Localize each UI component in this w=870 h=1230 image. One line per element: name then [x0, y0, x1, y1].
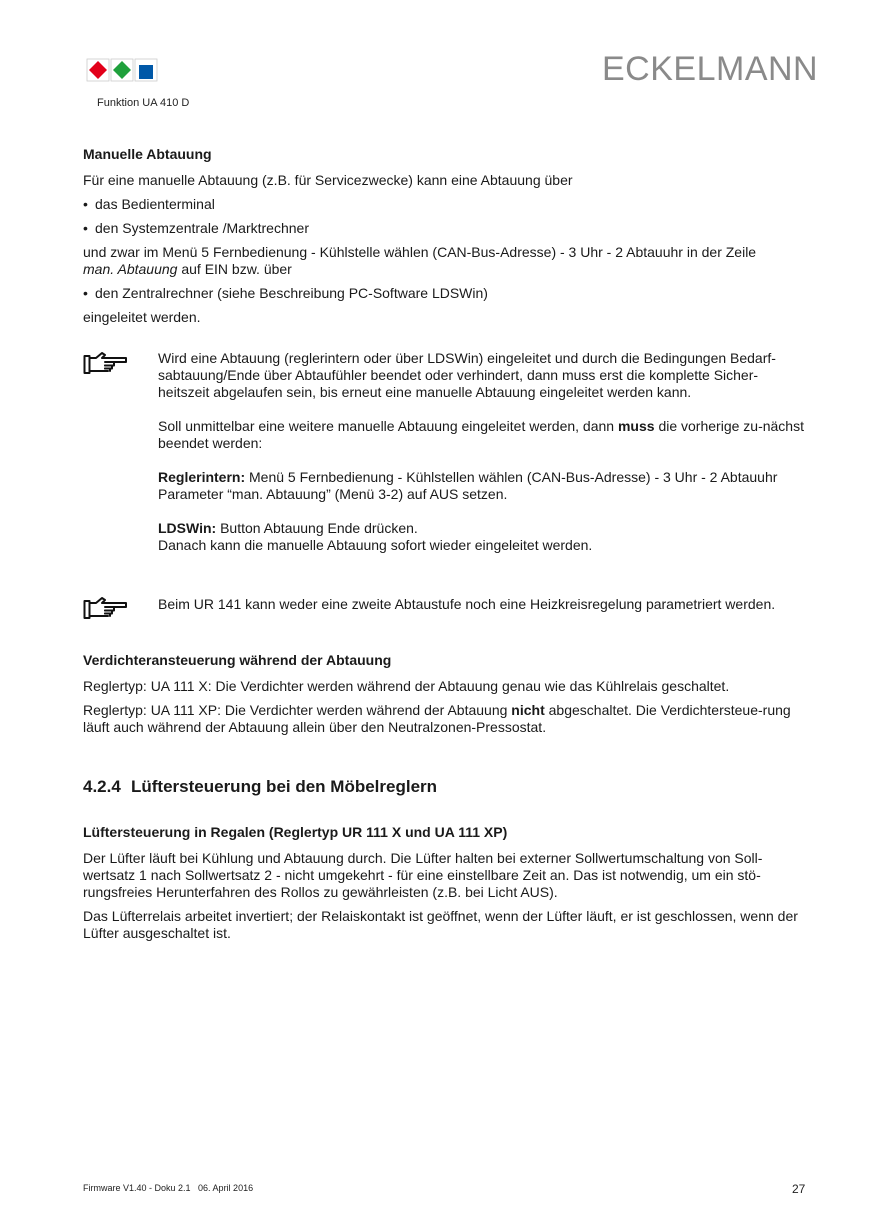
paragraph: Das Lüfterrelais arbeitet invertiert; der Relaiskontakt ist geöffnet, wenn der Lüfter läuft, er ist geschlossen, wenn der Lüfter ausgeschaltet ist. [83, 908, 798, 941]
pointing-hand-icon [83, 350, 129, 376]
page-number: 27 [792, 1182, 806, 1196]
note-box [83, 350, 809, 554]
footer-version: Firmware V1.40 - Doku 2.1 06. April 2016 [83, 1183, 254, 1193]
paragraph: Reglertyp: UA 111 X: Die Verdichter werden während der Abtauung genau wie das Kühlrelais geschaltet. [83, 678, 730, 694]
eckelmann-logo-squares [86, 58, 158, 84]
logo-red-square [89, 61, 107, 79]
bullet-icon: • [83, 285, 88, 301]
paragraph: eingeleitet werden. [83, 309, 201, 325]
document-subtitle: Funktion UA 410 D [97, 97, 190, 109]
manual-defrost-section [83, 146, 809, 326]
list-item: • den Systemzentrale /Marktrechner [83, 220, 309, 236]
paragraph: und zwar im Menü 5 Fernbedienung - Kühlstelle wählen (CAN-Bus-Adresse) - 3 Uhr - 2 Abtauuhr in der Zeile man. Abtauung auf EIN bzw. über [83, 244, 757, 277]
fan-section [83, 824, 809, 942]
pointing-hand-icon [83, 595, 129, 621]
list-item: • den Zentralrechner (siehe Beschreibung PC-Software LDSWin) [83, 285, 488, 301]
paragraph: Der Lüfter läuft bei Kühlung und Abtauung durch. Die Lüfter halten bei externer Sollwertumschaltung von Soll-wertsatz 1 nach Sollwertsatz 2 - nicht umgekehrt - für eine einstellbare Zeit an. Das ist notwendig, um ein stö-rungsfreies Herunterfahren des Rollos zu gewährleisten (z.B. bei Licht AUS). [83, 850, 763, 900]
chapter-heading [83, 777, 437, 797]
section-heading: Lüftersteuerung in Regalen (Reglertyp UR 111 X und UA 111 XP) [83, 824, 508, 840]
note-paragraph: Soll unmittelbar eine weitere manuelle Abtauung eingeleitet werden, dann muss die vorherige zu-nächst beendet werden: [158, 418, 804, 451]
paragraph: Für eine manuelle Abtauung (z.B. für Servicezwecke) kann eine Abtauung über [83, 172, 573, 188]
logo-green-square [113, 61, 131, 79]
chapter-title: Lüftersteuerung bei den Möbelreglern [131, 777, 438, 796]
note-paragraph: Reglerintern: Menü 5 Fernbedienung - Kühlstellen wählen (CAN-Bus-Adresse) - 3 Uhr - 2 Abtauuhr Parameter “man. Abtauung” (Menü 3-2) auf AUS setzen. [158, 469, 778, 502]
paragraph: Reglertyp: UA 111 XP: Die Verdichter werden während der Abtauung nicht abgeschaltet. Die Verdichtersteue-rung läuft auch während der Abtauung allein über den Neutralzonen-Pressostat. [83, 702, 791, 735]
note-box [83, 595, 809, 613]
chapter-number: 4.2.4 [83, 777, 121, 796]
bullet-icon: • [83, 220, 88, 236]
logo-blue-square [139, 65, 153, 79]
note-paragraph: Wird eine Abtauung (reglerintern oder über LDSWin) eingeleitet und durch die Bedingungen Bedarf-sabtauung/Ende über Abtaufühler beendet oder verhindert, dann muss erst die komplette Sicher-heitszeit abgelaufen sein, bis erneut eine manuelle Abtauung eingeleitet werden kann. [158, 350, 776, 400]
note-paragraph: LDSWin: Button Abtauung Ende drücken. Danach kann die manuelle Abtauung sofort wieder eingeleitet werden. [158, 520, 593, 553]
section-heading: Verdichteransteuerung während der Abtauung [83, 652, 392, 668]
compressor-section [83, 652, 809, 736]
bullet-icon: • [83, 196, 88, 212]
note-paragraph: Beim UR 141 kann weder eine zweite Abtaustufe noch eine Heizkreisregelung parametriert werden. [158, 596, 776, 612]
list-item: • das Bedienterminal [83, 196, 215, 212]
section-heading: Manuelle Abtauung [83, 146, 212, 162]
brand-logo-text: ECKELMANN [602, 50, 819, 88]
